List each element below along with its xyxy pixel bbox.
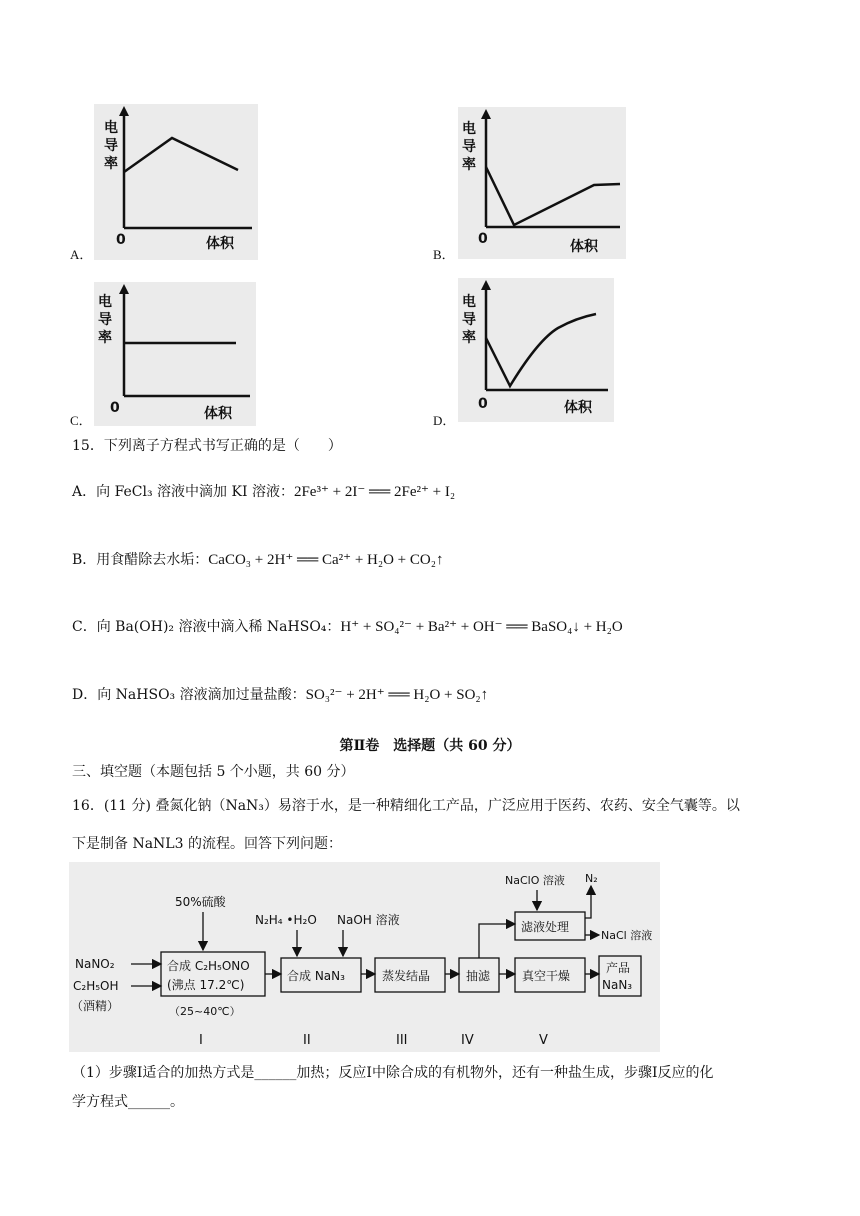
- y-label-char-2: 导: [462, 312, 476, 328]
- x-axis-label: 体积: [206, 236, 234, 252]
- input-ethanol-note: （酒精）: [71, 999, 120, 1013]
- origin-label: 0: [478, 396, 488, 412]
- option-c-label: C．: [70, 413, 92, 428]
- q16-line2: 下是制备 NaNL3 的流程。回答下列问题：: [72, 836, 342, 852]
- y-label-char-1: 电: [462, 121, 476, 137]
- filtrate-box: 滤液处理: [521, 920, 570, 934]
- x-axis-label: 体积: [564, 400, 592, 416]
- y-label-char-1: 电: [98, 294, 112, 310]
- option-b-label: B．: [433, 247, 455, 262]
- y-label-char-3: 率: [462, 330, 476, 346]
- section-heading: 三、填空题（本题包括 5 个小题，共 60 分）: [72, 764, 355, 780]
- q15-stem: 15．下列离子方程式书写正确的是（ ）: [72, 438, 342, 454]
- equation: SO₃²⁻ + 2H⁺ ══ H₂O + SO₂↑: [305, 687, 489, 703]
- box6-line2: NaN₃: [602, 978, 633, 992]
- option-a-label: A．: [70, 247, 93, 262]
- curve-a: [124, 138, 238, 172]
- reagent-hydrazine: N₂H₄ •H₂O: [255, 913, 317, 927]
- y-label-char-3: 率: [104, 156, 118, 172]
- product-nacl: NaCl 溶液: [601, 929, 653, 942]
- origin-label: 0: [116, 232, 126, 248]
- y-label-char-3: 率: [462, 157, 476, 173]
- y-label-char-3: 率: [98, 330, 112, 346]
- step-1: I: [199, 1033, 203, 1048]
- input-ethanol: C₂H₅OH: [73, 979, 119, 993]
- q16-sub1-line2: 学方程式______。: [72, 1094, 184, 1110]
- y-label-char-1: 电: [462, 294, 476, 310]
- curve-d: [486, 314, 596, 386]
- q15-option-b: B．用食醋除去水垢：CaCO₃ + 2H⁺ ══ Ca²⁺ + H₂O + CO₂↑: [72, 552, 444, 568]
- step-4: IV: [461, 1033, 474, 1048]
- y-label-char-2: 导: [104, 138, 118, 154]
- step-5: V: [539, 1033, 548, 1048]
- box2: 合成 NaN₃: [287, 969, 345, 983]
- input-nano2: NaNO₂: [75, 957, 115, 971]
- equation: H⁺ + SO₄²⁻ + Ba²⁺ + OH⁻ ══ BaSO₄↓ + H₂O: [340, 619, 623, 635]
- q15-option-c: C．向 Ba(OH)₂ 溶液中滴入稀 NaHSO₄：H⁺ + SO₄²⁻ + Ba²⁺ + OH⁻ ══ BaSO₄↓ + H₂O: [72, 619, 623, 635]
- graph-b: [458, 107, 626, 259]
- box6-line1: 产品: [606, 961, 631, 975]
- box1-line1: 合成 C₂H₅ONO: [167, 959, 250, 973]
- q16-sub1-line1: （1）步骤Ⅰ适合的加热方式是______加热；反应Ⅰ中除合成的有机物外，还有一种盐生成，步骤Ⅰ反应的化: [72, 1065, 714, 1081]
- curve-b: [486, 167, 620, 225]
- x-axis-label: 体积: [204, 406, 232, 422]
- product-n2: N₂: [585, 872, 598, 885]
- option-d-label: D．: [433, 413, 456, 428]
- equation: 2Fe³⁺ + 2I⁻ ══ 2Fe²⁺ + I₂: [293, 484, 456, 500]
- y-label-char-2: 导: [98, 312, 112, 328]
- box4: 抽滤: [466, 969, 491, 983]
- q16-line1: 16．(11 分) 叠氮化钠（NaN₃）易溶于水，是一种精细化工产品，广泛应用于医药、农药、安全气囊等。以: [72, 798, 740, 814]
- graph-c: [94, 282, 256, 426]
- step-3: III: [396, 1033, 408, 1048]
- y-label-char-1: 电: [104, 120, 118, 136]
- box1-temp: （25~40℃）: [169, 1005, 241, 1018]
- equation: CaCO₃ + 2H⁺ ══ Ca²⁺ + H₂O + CO₂↑: [208, 552, 444, 568]
- q15-option-a: A．向 FeCl₃ 溶液中滴加 KI 溶液：2Fe³⁺ + 2I⁻ ══ 2Fe²⁺ + I₂: [72, 484, 456, 500]
- reagent-acid: 50%硫酸: [175, 895, 226, 909]
- part-title: 第Ⅱ卷 选择题（共 60 分）: [339, 738, 521, 754]
- origin-label: 0: [110, 400, 120, 416]
- box5: 真空干燥: [522, 969, 571, 983]
- origin-label: 0: [478, 231, 488, 247]
- q15-option-d: D．向 NaHSO₃ 溶液滴加过量盐酸：SO₃²⁻ + 2H⁺ ══ H₂O + SO₂↑: [72, 687, 489, 703]
- y-label-char-2: 导: [462, 139, 476, 155]
- box1-line2: (沸点 17.2℃): [167, 978, 245, 992]
- process-flowchart: [69, 862, 660, 1052]
- step-2: II: [303, 1033, 311, 1048]
- graph-a: [94, 104, 258, 260]
- reagent-naclo: NaClO 溶液: [505, 874, 565, 887]
- reagent-naoh: NaOH 溶液: [337, 913, 400, 927]
- box3: 蒸发结晶: [382, 969, 431, 983]
- x-axis-label: 体积: [570, 239, 598, 255]
- graph-d: [458, 278, 614, 422]
